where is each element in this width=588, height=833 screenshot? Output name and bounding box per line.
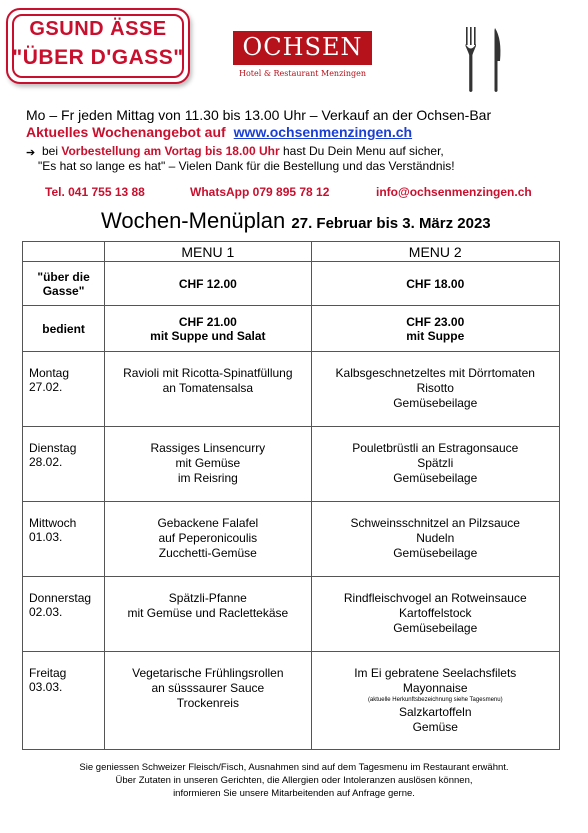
dish-line: im Reisring: [177, 471, 238, 485]
menu-2-dish: [311, 577, 559, 652]
dish-line: Kartoffelstock: [399, 606, 472, 620]
day-cell: [23, 502, 105, 577]
weekly-offer-label: Aktuelles Wochenangebot auf: [26, 124, 226, 140]
dish-line: Ravioli mit Ricotta-Spinatfüllung: [123, 366, 293, 380]
day-row: [23, 577, 560, 652]
header-menu-1: MENU 1: [105, 242, 311, 262]
dish-line: Salzkartoffeln: [399, 705, 472, 719]
menu-2-dish: [311, 352, 559, 427]
served-price-menu-2: [311, 306, 559, 352]
day-cell: [23, 352, 105, 427]
dish-line: auf Peperonicoulis: [158, 531, 258, 545]
served-price-row: [23, 306, 560, 352]
dish-line: Gemüsebeilage: [393, 396, 478, 410]
badge-line-2: "ÜBER D'GASS": [12, 46, 184, 69]
logo-subtitle: Hotel & Restaurant Menzingen: [238, 69, 367, 78]
dish-line: Spätzli-Pfanne: [168, 591, 247, 605]
served-price-2: CHF 23.00: [406, 314, 465, 329]
day-row: [23, 427, 560, 502]
phone-number[interactable]: Tel. 041 755 13 88: [45, 185, 145, 199]
dish-line: an süsssaurer Sauce: [151, 681, 265, 695]
dish-line: Kalbsgeschnetzeltes mit Dörrtomaten: [335, 366, 535, 380]
email-address[interactable]: info@ochsenmenzingen.ch: [376, 185, 532, 199]
dish-line: Pouletbrüstli an Estragonsauce: [352, 441, 519, 455]
footer-line-3: informieren Sie unsere Mitarbeitenden auf Anfrage gerne.: [173, 788, 415, 799]
dish-line: Rassiges Linsencurry: [150, 441, 266, 455]
day-name: Donnerstag: [29, 591, 92, 605]
dish-line: Gemüsebeilage: [393, 546, 478, 560]
allergy-footer: [0, 761, 588, 800]
dish-line: Schweinsschnitzel an Pilzsauce: [350, 516, 520, 530]
thanks-line: "Es hat so lange es hat" – Vielen Dank für die Bestellung und das Verständnis!: [38, 159, 455, 173]
dish-line: Rindfleischvogel an Rotweinsauce: [343, 591, 527, 605]
served-price-menu-1: [105, 306, 311, 352]
day-date: 28.02.: [29, 455, 63, 469]
menu-2-dish: [311, 427, 559, 502]
dish-line: Mayonnaise: [402, 681, 468, 695]
dish-line: Gemüse: [412, 720, 458, 734]
menu-2-dish: [311, 652, 559, 750]
preorder-suffix: hast Du Dein Menu auf sicher,: [282, 144, 444, 158]
day-row: [23, 352, 560, 427]
table-header-row: [23, 242, 560, 262]
day-name: Mittwoch: [29, 516, 77, 530]
menu-1-dish: [105, 577, 311, 652]
street-label: "über die Gasse": [23, 262, 105, 306]
preorder-highlight: Vorbestellung am Vortag bis 18.00 Uhr: [61, 144, 280, 158]
menu-1-dish: [105, 352, 311, 427]
day-date: 27.02.: [29, 380, 63, 394]
day-date: 03.03.: [29, 680, 63, 694]
dish-line: Gemüsebeilage: [393, 471, 478, 485]
menu-1-dish: [105, 427, 311, 502]
served-label: bedient: [23, 306, 105, 352]
day-cell: [23, 652, 105, 750]
menu-title: [101, 208, 491, 234]
day-cell: [23, 427, 105, 502]
dish-line: Im Ei gebratene Seelachsfilets: [354, 666, 517, 680]
header-menu-2: MENU 2: [311, 242, 559, 262]
footer-line-2: Über Zutaten in unseren Gerichten, die Allergien oder Intoleranzen auslösen können,: [115, 775, 473, 786]
header-cell-empty: [23, 242, 105, 262]
dish-line: Gemüsebeilage: [393, 621, 478, 635]
website-link[interactable]: www.ochsenmenzingen.ch: [233, 124, 413, 140]
origin-note: (aktuelle Herkunftsbezeichnung siehe Tagesmenu): [367, 697, 503, 703]
menu-1-dish: [105, 652, 311, 750]
day-rows: [23, 352, 560, 750]
street-price-menu-2: CHF 18.00: [311, 262, 559, 306]
day-name: Dienstag: [29, 441, 77, 455]
menu-1-dish: [105, 502, 311, 577]
gsund-aesse-badge: [6, 8, 190, 84]
dish-line: Spätzli: [417, 456, 454, 470]
dish-line: Gebackene Falafel: [157, 516, 259, 530]
menu-title-main: Wochen-Menüplan: [101, 208, 286, 233]
dish-line: mit Gemüse und Raclettekäse: [127, 606, 289, 620]
day-date: 01.03.: [29, 530, 63, 544]
logo-name: OCHSEN: [242, 33, 363, 61]
ochsen-logo: [233, 31, 372, 65]
arrow-right-icon: ➔: [26, 147, 36, 159]
fork-knife-icon: [462, 27, 508, 93]
day-name: Freitag: [29, 666, 67, 680]
badge-line-1: GSUND ÄSSE: [29, 18, 167, 40]
preorder-line: [42, 144, 444, 158]
menu-table: [22, 241, 560, 750]
day-cell: [23, 577, 105, 652]
served-note-1: mit Suppe und Salat: [150, 328, 266, 343]
served-price-1: CHF 21.00: [178, 314, 237, 329]
opening-hours: Mo – Fr jeden Mittag von 11.30 bis 13.00 Uhr – Verkauf an der Ochsen-Bar: [26, 107, 492, 123]
dish-line: Nudeln: [416, 531, 455, 545]
day-date: 02.03.: [29, 605, 63, 619]
whatsapp-number[interactable]: WhatsApp 079 895 78 12: [190, 185, 330, 199]
footer-line-1: Sie geniessen Schweizer Fleisch/Fisch, Ausnahmen sind auf dem Tagesmenu im Restaurant erwähnt.: [79, 762, 509, 773]
dish-line: Risotto: [416, 381, 454, 395]
served-note-2: mit Suppe: [406, 328, 465, 343]
street-price-menu-1: CHF 12.00: [105, 262, 311, 306]
dish-line: Trockenreis: [176, 696, 239, 710]
preorder-prefix: bei: [42, 144, 59, 158]
menu-title-dates: 27. Februar bis 3. März 2023: [291, 215, 491, 232]
street-price-row: [23, 262, 560, 306]
day-name: Montag: [29, 366, 70, 380]
dish-line: Zucchetti-Gemüse: [158, 546, 257, 560]
dish-line: mit Gemüse: [175, 456, 241, 470]
dish-line: an Tomatensalsa: [162, 381, 254, 395]
dish-line: Vegetarische Frühlingsrollen: [132, 666, 284, 680]
weekly-offer-line: [26, 124, 412, 140]
day-row: [23, 652, 560, 750]
menu-2-dish: [311, 502, 559, 577]
day-row: [23, 502, 560, 577]
